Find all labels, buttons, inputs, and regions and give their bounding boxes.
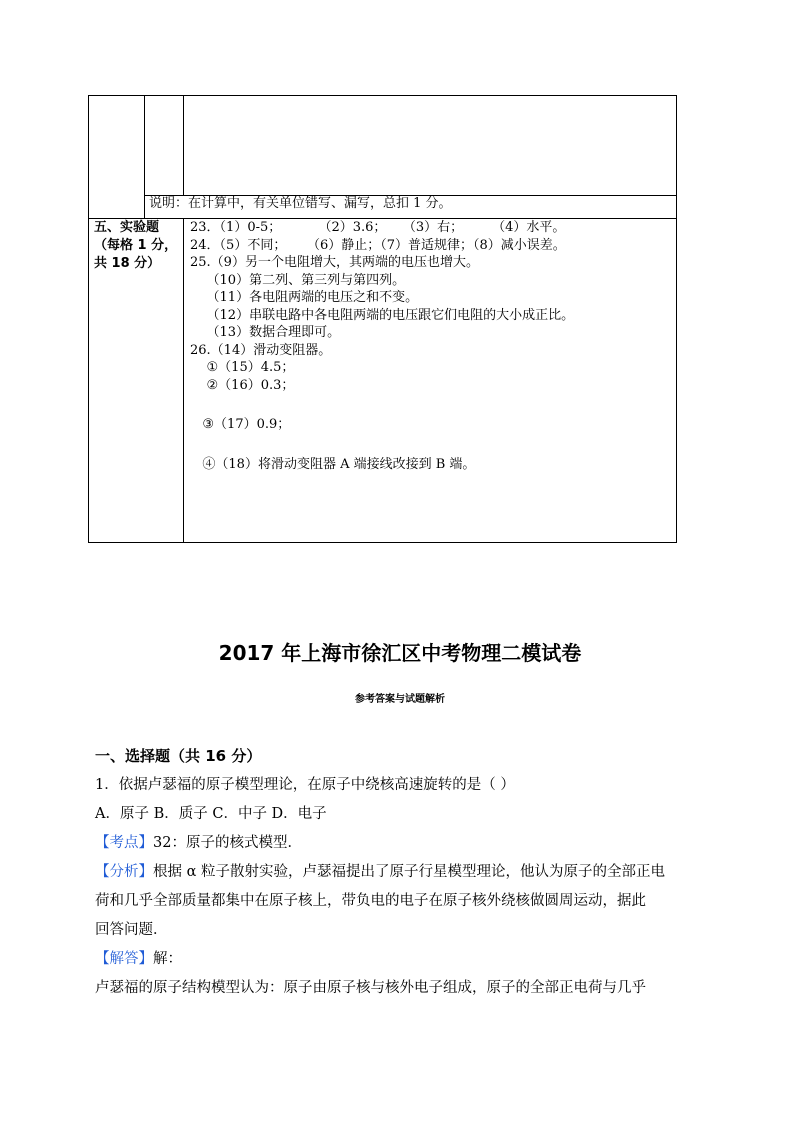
- answer-line: （11）各电阻两端的电压之和不变。: [190, 290, 419, 305]
- answer-spacer: [190, 434, 670, 456]
- table-divider: [183, 218, 184, 543]
- answer-line: 26.（14）滑动变阻器。: [190, 342, 332, 358]
- jieda-tag: 【解答】: [95, 951, 153, 967]
- kaodian-line: [95, 829, 715, 858]
- section-heading: 一、选择题（共 16 分）: [95, 747, 262, 765]
- answer-line: 24．（5）不同； （6）静止；（7）普适规律；（8）减小误差。: [190, 237, 566, 253]
- fenxi-text: 回答问题．: [95, 922, 168, 938]
- explanation-body: [95, 742, 715, 1003]
- question-text: 1．依据卢瑟福的原子模型理论，在原子中绕核高速旋转的是（ ）: [95, 777, 515, 793]
- fenxi-tag: 【分析】: [95, 864, 153, 880]
- section-label: 五、实验题（每格 1 分，共 18 分）: [94, 220, 178, 271]
- answer-line: ②（16）0.3；: [190, 377, 295, 393]
- answer-line: ①（15）4.5；: [190, 360, 295, 375]
- answer-line: 25.（9）另一个电阻增大，其两端的电压也增大。: [190, 255, 479, 270]
- fenxi-text: 荷和几乎全部质量都集中在原子核上，带负电的电子在原子核外绕核做圆周运动，据此: [95, 893, 646, 909]
- page-subtitle: 参考答案与试题解析: [355, 694, 445, 705]
- jieda-text: 解：: [153, 951, 182, 967]
- answer-table: [88, 95, 677, 543]
- page-title: 2017 年上海市徐汇区中考物理二模试卷: [218, 641, 582, 665]
- answer-list: [190, 219, 670, 473]
- answer-line: ③（17）0.9；: [190, 417, 291, 432]
- answer-line: 23．（1）0-5； （2）3.6； （3）右； （4）水平。: [190, 220, 566, 235]
- table-divider: [183, 96, 184, 195]
- jieda-body: 卢瑟福的原子结构模型认为：原子由原子核与核外电子组成，原子的全部正电荷与几乎: [95, 980, 646, 996]
- kaodian-text: 32：原子的核式模型．: [153, 835, 302, 851]
- jieda-line: [95, 945, 715, 974]
- fenxi-line: [95, 858, 715, 887]
- table-divider: [144, 96, 145, 219]
- fenxi-text: 根据 α 粒子散射实验，卢瑟福提出了原子行星模型理论，他认为原子的全部正电: [153, 864, 666, 880]
- answer-line: ④（18）将滑动变阻器 A 端接线改接到 B 端。: [190, 456, 476, 472]
- answer-spacer: [190, 394, 670, 416]
- answer-line: （10）第二列、第三列与第四列。: [190, 272, 406, 288]
- table-note: 说明：在计算中，有关单位错写、漏写，总扣 1 分。: [149, 196, 452, 211]
- kaodian-tag: 【考点】: [95, 835, 153, 851]
- answer-line: （12）串联电路中各电阻两端的电压跟它们电阻的大小成正比。: [190, 307, 575, 323]
- answer-line: （13）数据合理即可。: [190, 325, 341, 340]
- question-options: A．原子 B．质子 C．中子 D．电子: [95, 806, 327, 822]
